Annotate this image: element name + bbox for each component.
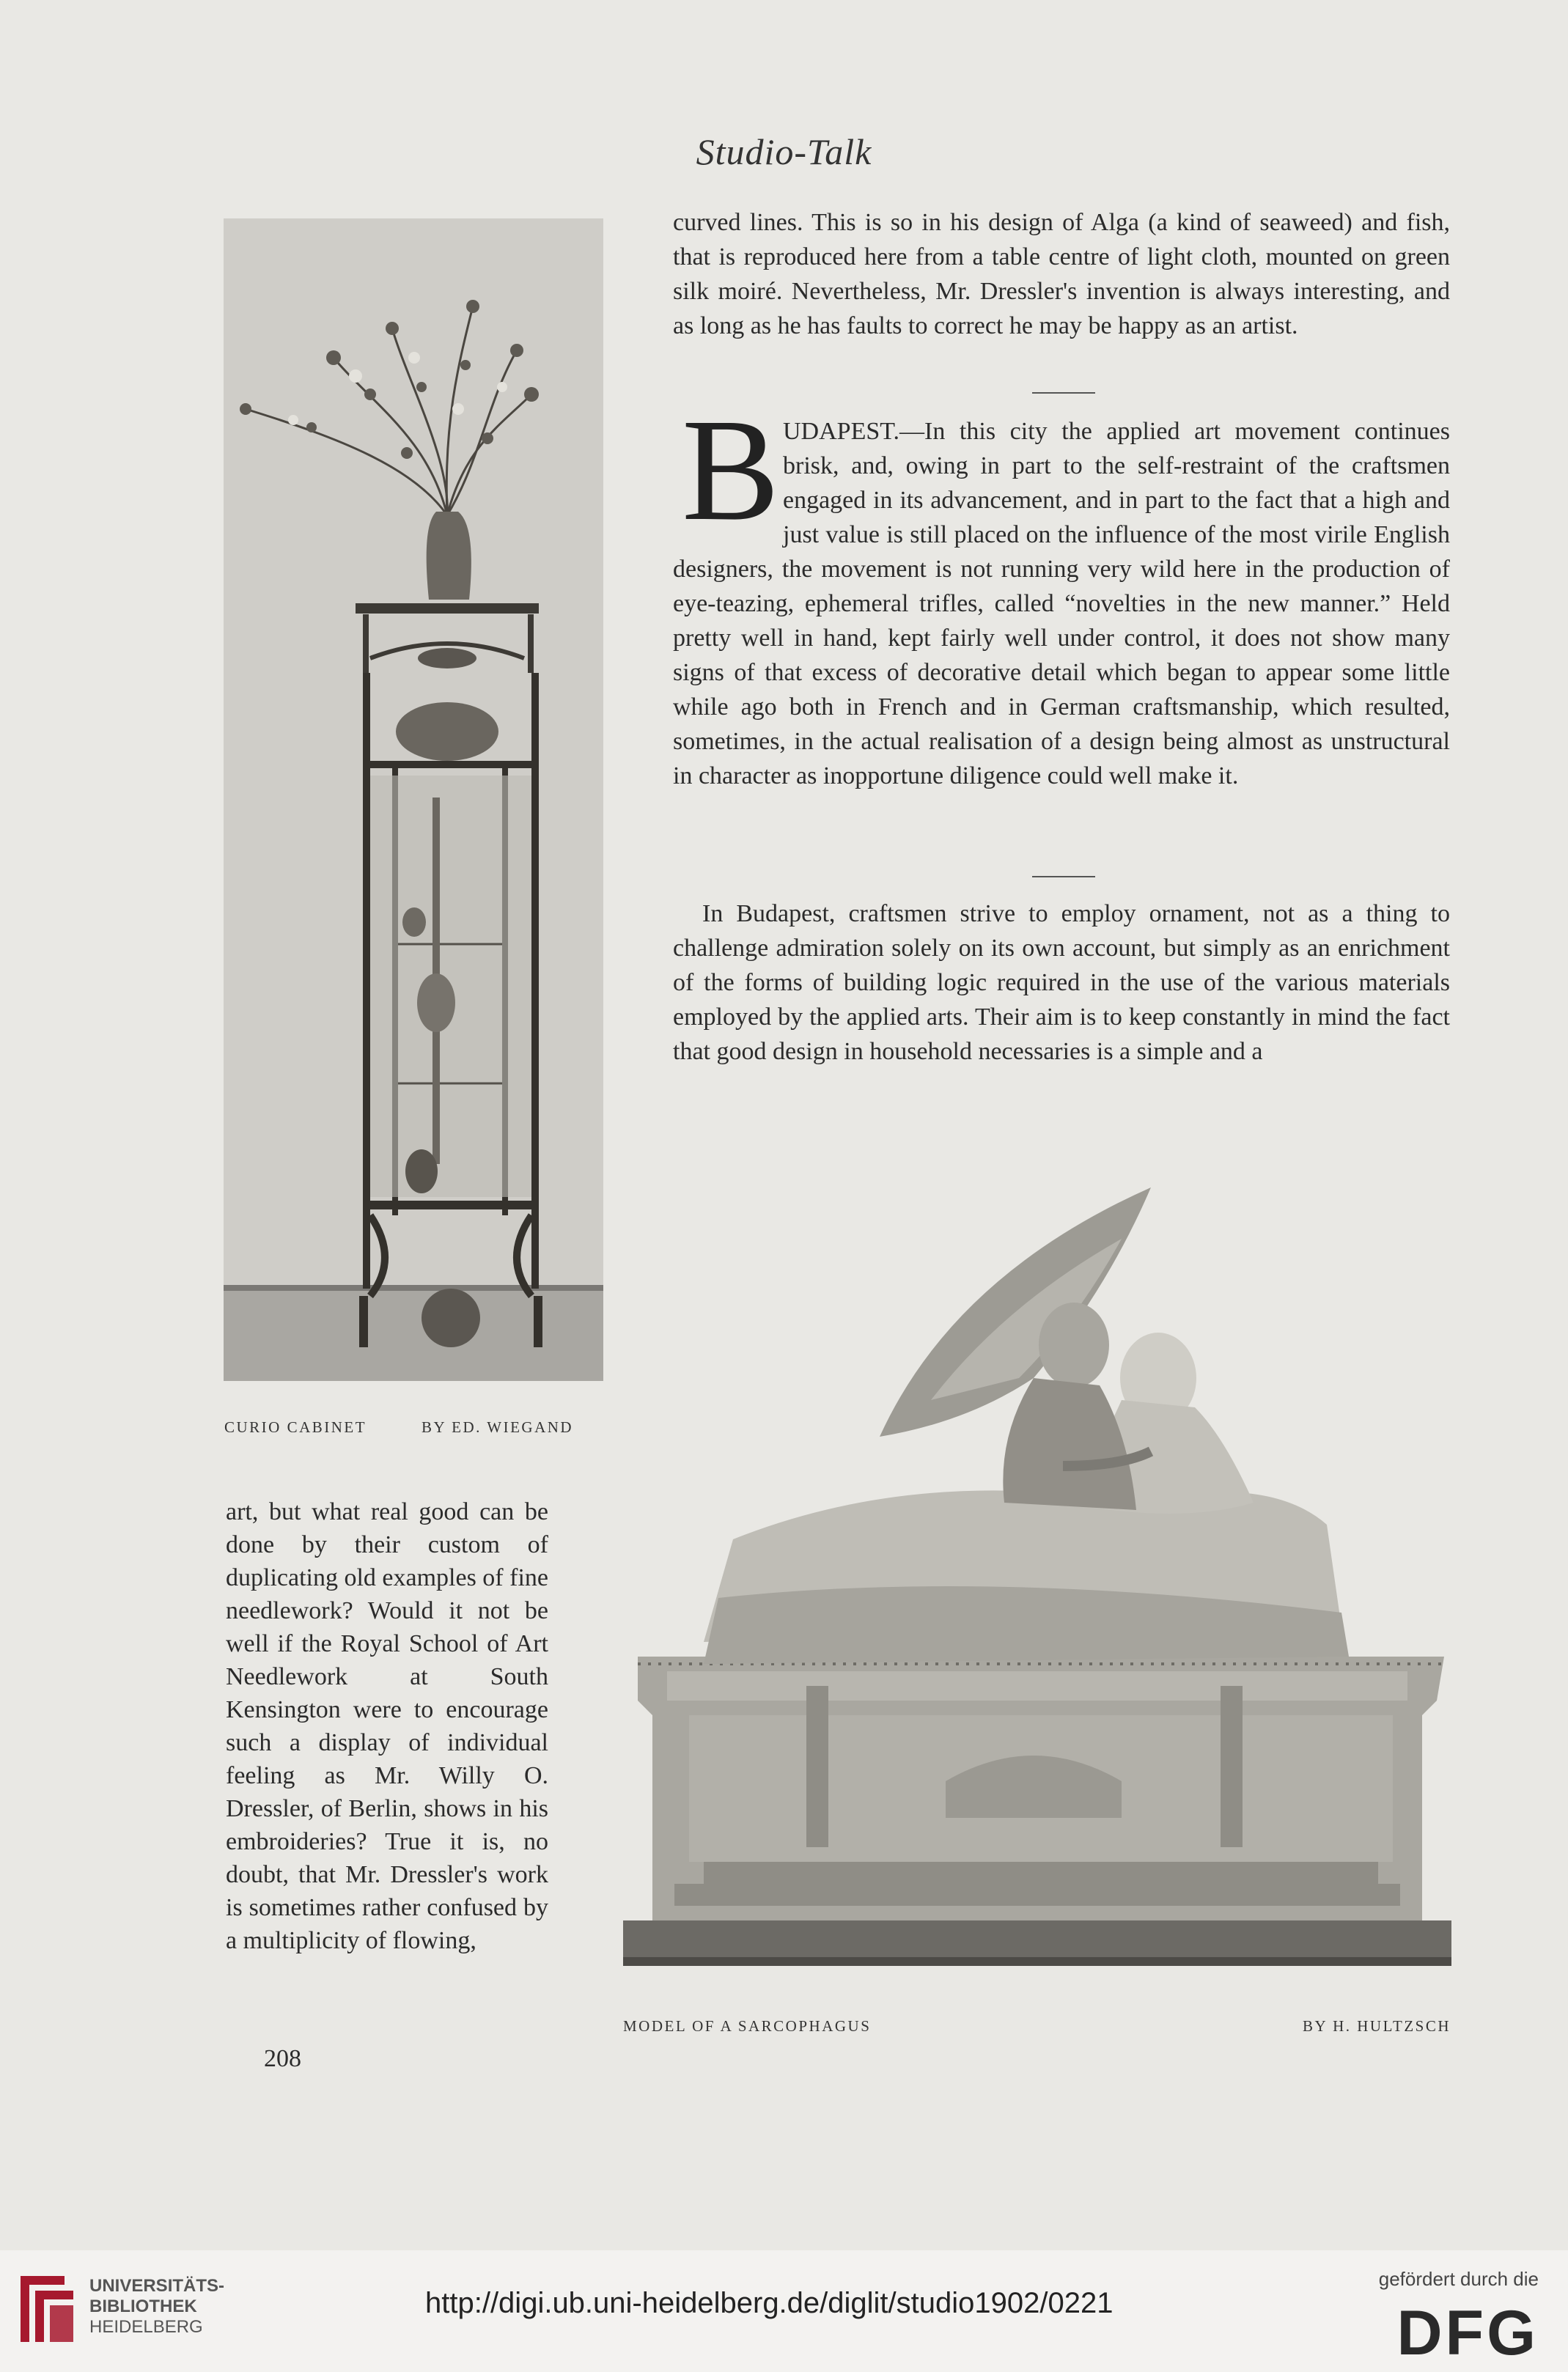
paragraph-1-text: curved lines. This is so in his design of Alga (a kind of seaweed) and fish, that is reproduced here from a table centre of light cloth, mounted on green silk moiré. Nevertheless, Mr. Dressler's invention is always interesting, and as long as he has faults to correct he may be happy as an artist. — [673, 209, 1450, 339]
library-name — [89, 2276, 224, 2338]
paragraph-1 — [673, 205, 1450, 343]
dropcap-spacer — [673, 389, 783, 551]
curio-cabinet-photo — [224, 218, 603, 1381]
library-line-3: HEIDELBERG — [89, 2317, 203, 2337]
paragraph-2-body: UDAPEST.—In this city the applied art movement continues brisk, and, owing in part to the self-restraint of the craftsmen engaged in its advancement, and in part to the fact that a high and just value is still placed on the influence of the most virile English designers, the movement is not running very wild here in the production of eye-teazing, ephemeral trifles, called “novelties in the new manner.” Held pretty well in hand, kept fairly well under control, it does not show many signs of that excess of decorative detail which began to appear some little while ago both in French and in German craftsmanship, which resulted, sometimes, in the actual realisation of a design being almost as unstructural in character as inopportune diligence could well make it. — [673, 418, 1450, 789]
funded-by-text: gefördert durch die — [1378, 2268, 1539, 2290]
cabinet-caption-title: CURIO CABINET — [224, 1418, 367, 1436]
page-number: 208 — [264, 2045, 301, 2072]
paragraph-2 — [673, 389, 1450, 793]
library-line-1: UNIVERSITÄTS- — [89, 2276, 225, 2296]
sarcophagus-caption-artist: BY H. HULTZSCH — [1302, 2017, 1451, 2035]
paragraph-2-text — [673, 389, 1450, 793]
library-logo-icon[interactable] — [13, 2269, 81, 2354]
curio-cabinet-illustration — [224, 218, 603, 1381]
left-column-text: art, but what real good can be done by their custom of duplicating old examples of fine needlework? Would it not be well if the Royal School of Art Needlework at South Kensington were to encourage such a display of individual feeling as Mr. Willy O. Dressler, of Berlin, shows in his embroideries? True it is, no doubt, that Mr. Dressler's work is sometimes rather confused by a multiplicity of flowing, — [226, 1498, 548, 1954]
section-rule-1 — [1032, 392, 1095, 394]
sarcophagus-illustration — [623, 1158, 1451, 1979]
paragraph-3-text: In Budapest, craftsmen strive to employ ornament, not as a thing to challenge admiration solely on its own account, but simply as an enrichment of the forms of building logic required in the use of the various materials employed by the applied arts. Their aim is to keep constantly in mind the fact that good design in household necessaries is a simple and a — [673, 900, 1450, 1065]
library-line-2: BIBLIOTHEK — [89, 2297, 197, 2316]
sarcophagus-caption-title: MODEL OF A SARCOPHAGUS — [623, 2017, 872, 2035]
sarcophagus-photo — [623, 1158, 1451, 1979]
dfg-logo[interactable]: DFG — [1396, 2298, 1539, 2368]
source-url-link[interactable]: http://digi.ub.uni-heidelberg.de/diglit/studio1902/0221 — [425, 2287, 1114, 2319]
section-rule-2 — [1032, 876, 1095, 877]
drop-cap: B — [682, 389, 780, 551]
cabinet-caption-artist: BY ED. WIEGAND — [422, 1418, 574, 1436]
paragraph-3 — [673, 896, 1450, 1069]
running-head: Studio-Talk — [696, 131, 872, 172]
